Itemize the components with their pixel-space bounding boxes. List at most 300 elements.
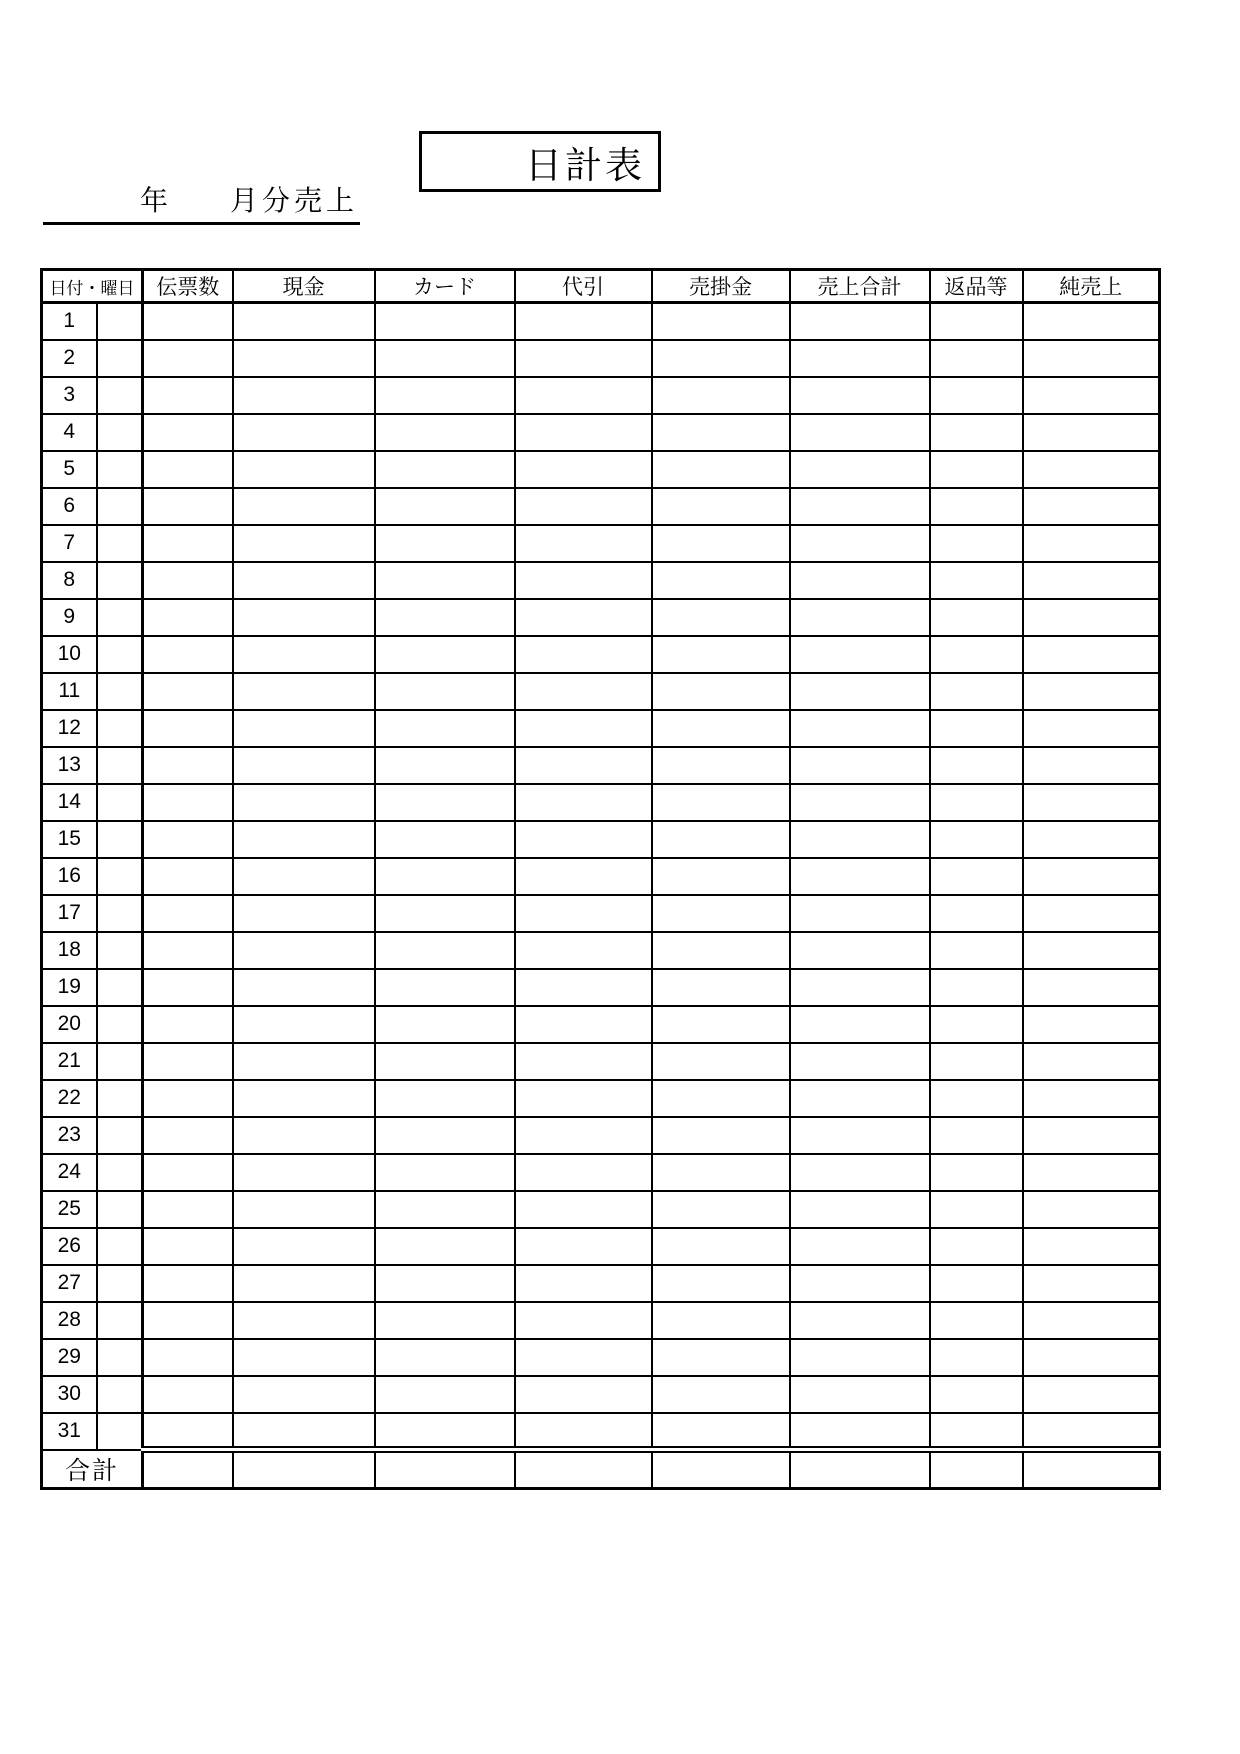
sales-total-cell-7[interactable] [790,525,930,562]
cash-cell-28[interactable] [233,1302,375,1339]
receivable-cell-31[interactable] [652,1413,790,1450]
receivable-cell-11[interactable] [652,673,790,710]
cash-cell-6[interactable] [233,488,375,525]
net-sales-cell-16[interactable] [1023,858,1160,895]
net-sales-total-cell[interactable] [1023,1450,1160,1489]
receivable-cell-28[interactable] [652,1302,790,1339]
card-cell-12[interactable] [375,710,515,747]
cash-cell-1[interactable] [233,303,375,340]
returns-cell-10[interactable] [930,636,1023,673]
card-cell-9[interactable] [375,599,515,636]
returns-cell-23[interactable] [930,1117,1023,1154]
receivable-cell-14[interactable] [652,784,790,821]
returns-cell-21[interactable] [930,1043,1023,1080]
cod-cell-6[interactable] [515,488,652,525]
cod-cell-28[interactable] [515,1302,652,1339]
net-sales-cell-2[interactable] [1023,340,1160,377]
returns-cell-22[interactable] [930,1080,1023,1117]
card-cell-8[interactable] [375,562,515,599]
returns-cell-18[interactable] [930,932,1023,969]
receivable-cell-29[interactable] [652,1339,790,1376]
returns-total-cell[interactable] [930,1450,1023,1489]
weekday-cell-3[interactable] [97,377,143,414]
cod-cell-10[interactable] [515,636,652,673]
slip-count-cell-30[interactable] [143,1376,233,1413]
slip-count-cell-17[interactable] [143,895,233,932]
sales-total-cell-16[interactable] [790,858,930,895]
receivable-cell-23[interactable] [652,1117,790,1154]
date-cell-9: 9 [42,599,97,636]
cod-cell-26[interactable] [515,1228,652,1265]
card-cell-15[interactable] [375,821,515,858]
receivable-cell-19[interactable] [652,969,790,1006]
sales-total-cell-8[interactable] [790,562,930,599]
card-cell-23[interactable] [375,1117,515,1154]
slip-count-cell-27[interactable] [143,1265,233,1302]
net-sales-cell-13[interactable] [1023,747,1160,784]
card-cell-24[interactable] [375,1154,515,1191]
cod-cell-13[interactable] [515,747,652,784]
sales-total-cell-15[interactable] [790,821,930,858]
cod-cell-2[interactable] [515,340,652,377]
sales-total-cell-12[interactable] [790,710,930,747]
slip-count-cell-9[interactable] [143,599,233,636]
returns-cell-29[interactable] [930,1339,1023,1376]
net-sales-cell-8[interactable] [1023,562,1160,599]
cash-cell-23[interactable] [233,1117,375,1154]
sales-total-cell-1[interactable] [790,303,930,340]
sales-total-cell-3[interactable] [790,377,930,414]
weekday-cell-13[interactable] [97,747,143,784]
slip-count-cell-25[interactable] [143,1191,233,1228]
net-sales-cell-21[interactable] [1023,1043,1160,1080]
day-row-5 [42,451,1160,488]
slip-count-cell-12[interactable] [143,710,233,747]
returns-cell-3[interactable] [930,377,1023,414]
sales-total-cell-11[interactable] [790,673,930,710]
slip-count-cell-19[interactable] [143,969,233,1006]
net-sales-cell-30[interactable] [1023,1376,1160,1413]
slip-count-cell-13[interactable] [143,747,233,784]
returns-cell-31[interactable] [930,1413,1023,1450]
slip-count-cell-4[interactable] [143,414,233,451]
slip-count-cell-26[interactable] [143,1228,233,1265]
returns-cell-1[interactable] [930,303,1023,340]
weekday-cell-22[interactable] [97,1080,143,1117]
weekday-cell-16[interactable] [97,858,143,895]
cod-total-cell[interactable] [515,1450,652,1489]
weekday-cell-6[interactable] [97,488,143,525]
cash-cell-10[interactable] [233,636,375,673]
returns-cell-26[interactable] [930,1228,1023,1265]
cod-cell-27[interactable] [515,1265,652,1302]
cash-total-cell[interactable] [233,1450,375,1489]
weekday-cell-20[interactable] [97,1006,143,1043]
receivable-cell-30[interactable] [652,1376,790,1413]
weekday-cell-28[interactable] [97,1302,143,1339]
receivable-cell-27[interactable] [652,1265,790,1302]
returns-cell-15[interactable] [930,821,1023,858]
receivable-cell-26[interactable] [652,1228,790,1265]
cash-cell-13[interactable] [233,747,375,784]
sales-total-cell-27[interactable] [790,1265,930,1302]
cod-cell-11[interactable] [515,673,652,710]
day-row-20 [42,1006,1160,1043]
sales-total-cell-21[interactable] [790,1043,930,1080]
slip-count-cell-10[interactable] [143,636,233,673]
card-cell-4[interactable] [375,414,515,451]
returns-cell-2[interactable] [930,340,1023,377]
cash-cell-4[interactable] [233,414,375,451]
net-sales-cell-24[interactable] [1023,1154,1160,1191]
weekday-cell-18[interactable] [97,932,143,969]
sales-total-cell-6[interactable] [790,488,930,525]
cash-cell-30[interactable] [233,1376,375,1413]
cash-cell-9[interactable] [233,599,375,636]
receivable-cell-20[interactable] [652,1006,790,1043]
card-cell-17[interactable] [375,895,515,932]
cod-cell-31[interactable] [515,1413,652,1450]
receivable-cell-5[interactable] [652,451,790,488]
cod-cell-15[interactable] [515,821,652,858]
returns-cell-20[interactable] [930,1006,1023,1043]
sales-total-cell-28[interactable] [790,1302,930,1339]
net-sales-cell-19[interactable] [1023,969,1160,1006]
weekday-cell-19[interactable] [97,969,143,1006]
cash-cell-22[interactable] [233,1080,375,1117]
receivable-cell-12[interactable] [652,710,790,747]
cash-cell-3[interactable] [233,377,375,414]
day-row-17 [42,895,1160,932]
cod-cell-9[interactable] [515,599,652,636]
returns-cell-14[interactable] [930,784,1023,821]
net-sales-cell-26[interactable] [1023,1228,1160,1265]
cod-cell-3[interactable] [515,377,652,414]
weekday-cell-24[interactable] [97,1154,143,1191]
receivable-cell-22[interactable] [652,1080,790,1117]
weekday-cell-30[interactable] [97,1376,143,1413]
net-sales-cell-5[interactable] [1023,451,1160,488]
net-sales-cell-10[interactable] [1023,636,1160,673]
returns-cell-5[interactable] [930,451,1023,488]
slip-count-cell-29[interactable] [143,1339,233,1376]
sales-total-cell-25[interactable] [790,1191,930,1228]
net-sales-cell-18[interactable] [1023,932,1160,969]
cod-cell-19[interactable] [515,969,652,1006]
cod-cell-24[interactable] [515,1154,652,1191]
returns-cell-24[interactable] [930,1154,1023,1191]
sales-total-cell-26[interactable] [790,1228,930,1265]
returns-cell-30[interactable] [930,1376,1023,1413]
slip-count-total-cell[interactable] [143,1450,233,1489]
weekday-cell-17[interactable] [97,895,143,932]
cash-cell-25[interactable] [233,1191,375,1228]
slip-count-cell-21[interactable] [143,1043,233,1080]
returns-cell-19[interactable] [930,969,1023,1006]
net-sales-cell-17[interactable] [1023,895,1160,932]
net-sales-cell-4[interactable] [1023,414,1160,451]
cod-cell-4[interactable] [515,414,652,451]
returns-cell-17[interactable] [930,895,1023,932]
cash-cell-5[interactable] [233,451,375,488]
cod-cell-16[interactable] [515,858,652,895]
weekday-cell-2[interactable] [97,340,143,377]
receivable-cell-8[interactable] [652,562,790,599]
receivable-cell-15[interactable] [652,821,790,858]
weekday-cell-4[interactable] [97,414,143,451]
cash-cell-20[interactable] [233,1006,375,1043]
net-sales-cell-22[interactable] [1023,1080,1160,1117]
weekday-cell-26[interactable] [97,1228,143,1265]
cash-cell-24[interactable] [233,1154,375,1191]
cash-cell-16[interactable] [233,858,375,895]
card-cell-2[interactable] [375,340,515,377]
cash-cell-27[interactable] [233,1265,375,1302]
sales-total-cell-19[interactable] [790,969,930,1006]
day-row-13 [42,747,1160,784]
card-cell-7[interactable] [375,525,515,562]
card-cell-1[interactable] [375,303,515,340]
cash-cell-14[interactable] [233,784,375,821]
slip-count-cell-23[interactable] [143,1117,233,1154]
slip-count-cell-5[interactable] [143,451,233,488]
returns-cell-13[interactable] [930,747,1023,784]
cash-cell-17[interactable] [233,895,375,932]
net-sales-cell-9[interactable] [1023,599,1160,636]
date-cell-3: 3 [42,377,97,414]
slip-count-cell-6[interactable] [143,488,233,525]
card-total-cell[interactable] [375,1450,515,1489]
sales-total-cell-4[interactable] [790,414,930,451]
weekday-cell-12[interactable] [97,710,143,747]
sales-total-cell-30[interactable] [790,1376,930,1413]
net-sales-cell-6[interactable] [1023,488,1160,525]
net-sales-cell-3[interactable] [1023,377,1160,414]
slip-count-cell-20[interactable] [143,1006,233,1043]
cash-cell-15[interactable] [233,821,375,858]
sales-total-cell-17[interactable] [790,895,930,932]
net-sales-cell-14[interactable] [1023,784,1160,821]
cod-cell-7[interactable] [515,525,652,562]
cash-cell-21[interactable] [233,1043,375,1080]
cod-cell-29[interactable] [515,1339,652,1376]
net-sales-cell-23[interactable] [1023,1117,1160,1154]
receivable-cell-1[interactable] [652,303,790,340]
receivable-cell-7[interactable] [652,525,790,562]
sales-total-total-cell[interactable] [790,1450,930,1489]
cash-cell-2[interactable] [233,340,375,377]
weekday-cell-25[interactable] [97,1191,143,1228]
date-cell-21: 21 [42,1043,97,1080]
cod-cell-5[interactable] [515,451,652,488]
returns-cell-6[interactable] [930,488,1023,525]
cod-cell-25[interactable] [515,1191,652,1228]
sales-total-cell-10[interactable] [790,636,930,673]
slip-count-cell-14[interactable] [143,784,233,821]
returns-cell-8[interactable] [930,562,1023,599]
receivable-cell-2[interactable] [652,340,790,377]
sales-total-cell-22[interactable] [790,1080,930,1117]
slip-count-cell-31[interactable] [143,1413,233,1450]
receivable-cell-24[interactable] [652,1154,790,1191]
weekday-cell-5[interactable] [97,451,143,488]
date-cell-1: 1 [42,303,97,340]
weekday-cell-1[interactable] [97,303,143,340]
card-cell-11[interactable] [375,673,515,710]
weekday-cell-23[interactable] [97,1117,143,1154]
card-cell-19[interactable] [375,969,515,1006]
receivable-cell-13[interactable] [652,747,790,784]
cash-cell-29[interactable] [233,1339,375,1376]
sales-total-cell-23[interactable] [790,1117,930,1154]
cod-cell-17[interactable] [515,895,652,932]
weekday-cell-14[interactable] [97,784,143,821]
slip-count-cell-18[interactable] [143,932,233,969]
weekday-cell-10[interactable] [97,636,143,673]
cash-cell-7[interactable] [233,525,375,562]
weekday-cell-31[interactable] [97,1413,143,1450]
cash-cell-26[interactable] [233,1228,375,1265]
card-cell-22[interactable] [375,1080,515,1117]
cash-cell-19[interactable] [233,969,375,1006]
receivable-cell-3[interactable] [652,377,790,414]
card-cell-31[interactable] [375,1413,515,1450]
card-cell-6[interactable] [375,488,515,525]
cash-cell-11[interactable] [233,673,375,710]
receivable-cell-18[interactable] [652,932,790,969]
sales-total-cell-13[interactable] [790,747,930,784]
net-sales-cell-15[interactable] [1023,821,1160,858]
cod-cell-23[interactable] [515,1117,652,1154]
cod-cell-14[interactable] [515,784,652,821]
cod-cell-30[interactable] [515,1376,652,1413]
returns-cell-16[interactable] [930,858,1023,895]
card-cell-20[interactable] [375,1006,515,1043]
date-cell-31: 31 [42,1413,97,1450]
day-row-16 [42,858,1160,895]
sales-total-cell-31[interactable] [790,1413,930,1450]
day-row-9 [42,599,1160,636]
receivable-cell-4[interactable] [652,414,790,451]
weekday-cell-15[interactable] [97,821,143,858]
slip-count-cell-8[interactable] [143,562,233,599]
net-sales-cell-20[interactable] [1023,1006,1160,1043]
sales-total-cell-2[interactable] [790,340,930,377]
returns-cell-4[interactable] [930,414,1023,451]
card-cell-18[interactable] [375,932,515,969]
returns-cell-9[interactable] [930,599,1023,636]
net-sales-cell-28[interactable] [1023,1302,1160,1339]
card-cell-21[interactable] [375,1043,515,1080]
card-cell-28[interactable] [375,1302,515,1339]
slip-count-cell-28[interactable] [143,1302,233,1339]
sales-total-cell-9[interactable] [790,599,930,636]
receivable-cell-16[interactable] [652,858,790,895]
cash-cell-18[interactable] [233,932,375,969]
slip-count-cell-24[interactable] [143,1154,233,1191]
returns-cell-25[interactable] [930,1191,1023,1228]
sales-total-cell-5[interactable] [790,451,930,488]
card-cell-30[interactable] [375,1376,515,1413]
receivable-cell-10[interactable] [652,636,790,673]
date-cell-11: 11 [42,673,97,710]
weekday-cell-21[interactable] [97,1043,143,1080]
card-cell-14[interactable] [375,784,515,821]
net-sales-cell-27[interactable] [1023,1265,1160,1302]
cod-cell-1[interactable] [515,303,652,340]
cod-cell-12[interactable] [515,710,652,747]
net-sales-cell-7[interactable] [1023,525,1160,562]
receivable-cell-17[interactable] [652,895,790,932]
slip-count-cell-16[interactable] [143,858,233,895]
cod-cell-18[interactable] [515,932,652,969]
receivable-cell-9[interactable] [652,599,790,636]
slip-count-cell-22[interactable] [143,1080,233,1117]
sales-total-cell-14[interactable] [790,784,930,821]
card-cell-3[interactable] [375,377,515,414]
slip-count-cell-1[interactable] [143,303,233,340]
slip-count-cell-11[interactable] [143,673,233,710]
card-cell-10[interactable] [375,636,515,673]
slip-count-cell-3[interactable] [143,377,233,414]
card-cell-26[interactable] [375,1228,515,1265]
returns-cell-11[interactable] [930,673,1023,710]
weekday-cell-8[interactable] [97,562,143,599]
card-cell-29[interactable] [375,1339,515,1376]
card-cell-27[interactable] [375,1265,515,1302]
slip-count-cell-2[interactable] [143,340,233,377]
slip-count-cell-15[interactable] [143,821,233,858]
returns-cell-27[interactable] [930,1265,1023,1302]
weekday-cell-7[interactable] [97,525,143,562]
card-cell-13[interactable] [375,747,515,784]
returns-cell-7[interactable] [930,525,1023,562]
weekday-cell-29[interactable] [97,1339,143,1376]
cod-cell-22[interactable] [515,1080,652,1117]
slip-count-cell-7[interactable] [143,525,233,562]
cash-cell-31[interactable] [233,1413,375,1450]
sales-total-cell-18[interactable] [790,932,930,969]
card-cell-25[interactable] [375,1191,515,1228]
cash-cell-8[interactable] [233,562,375,599]
sales-total-cell-29[interactable] [790,1339,930,1376]
sales-total-cell-20[interactable] [790,1006,930,1043]
cod-cell-21[interactable] [515,1043,652,1080]
cash-cell-12[interactable] [233,710,375,747]
net-sales-cell-29[interactable] [1023,1339,1160,1376]
net-sales-cell-12[interactable] [1023,710,1160,747]
cod-cell-20[interactable] [515,1006,652,1043]
receivable-cell-25[interactable] [652,1191,790,1228]
weekday-cell-9[interactable] [97,599,143,636]
returns-cell-12[interactable] [930,710,1023,747]
date-cell-7: 7 [42,525,97,562]
cod-cell-8[interactable] [515,562,652,599]
card-cell-5[interactable] [375,451,515,488]
receivable-total-cell[interactable] [652,1450,790,1489]
card-cell-16[interactable] [375,858,515,895]
weekday-cell-11[interactable] [97,673,143,710]
weekday-cell-27[interactable] [97,1265,143,1302]
sales-total-cell-24[interactable] [790,1154,930,1191]
net-sales-cell-11[interactable] [1023,673,1160,710]
net-sales-cell-25[interactable] [1023,1191,1160,1228]
net-sales-cell-1[interactable] [1023,303,1160,340]
net-sales-cell-31[interactable] [1023,1413,1160,1450]
receivable-cell-6[interactable] [652,488,790,525]
returns-cell-28[interactable] [930,1302,1023,1339]
receivable-cell-21[interactable] [652,1043,790,1080]
